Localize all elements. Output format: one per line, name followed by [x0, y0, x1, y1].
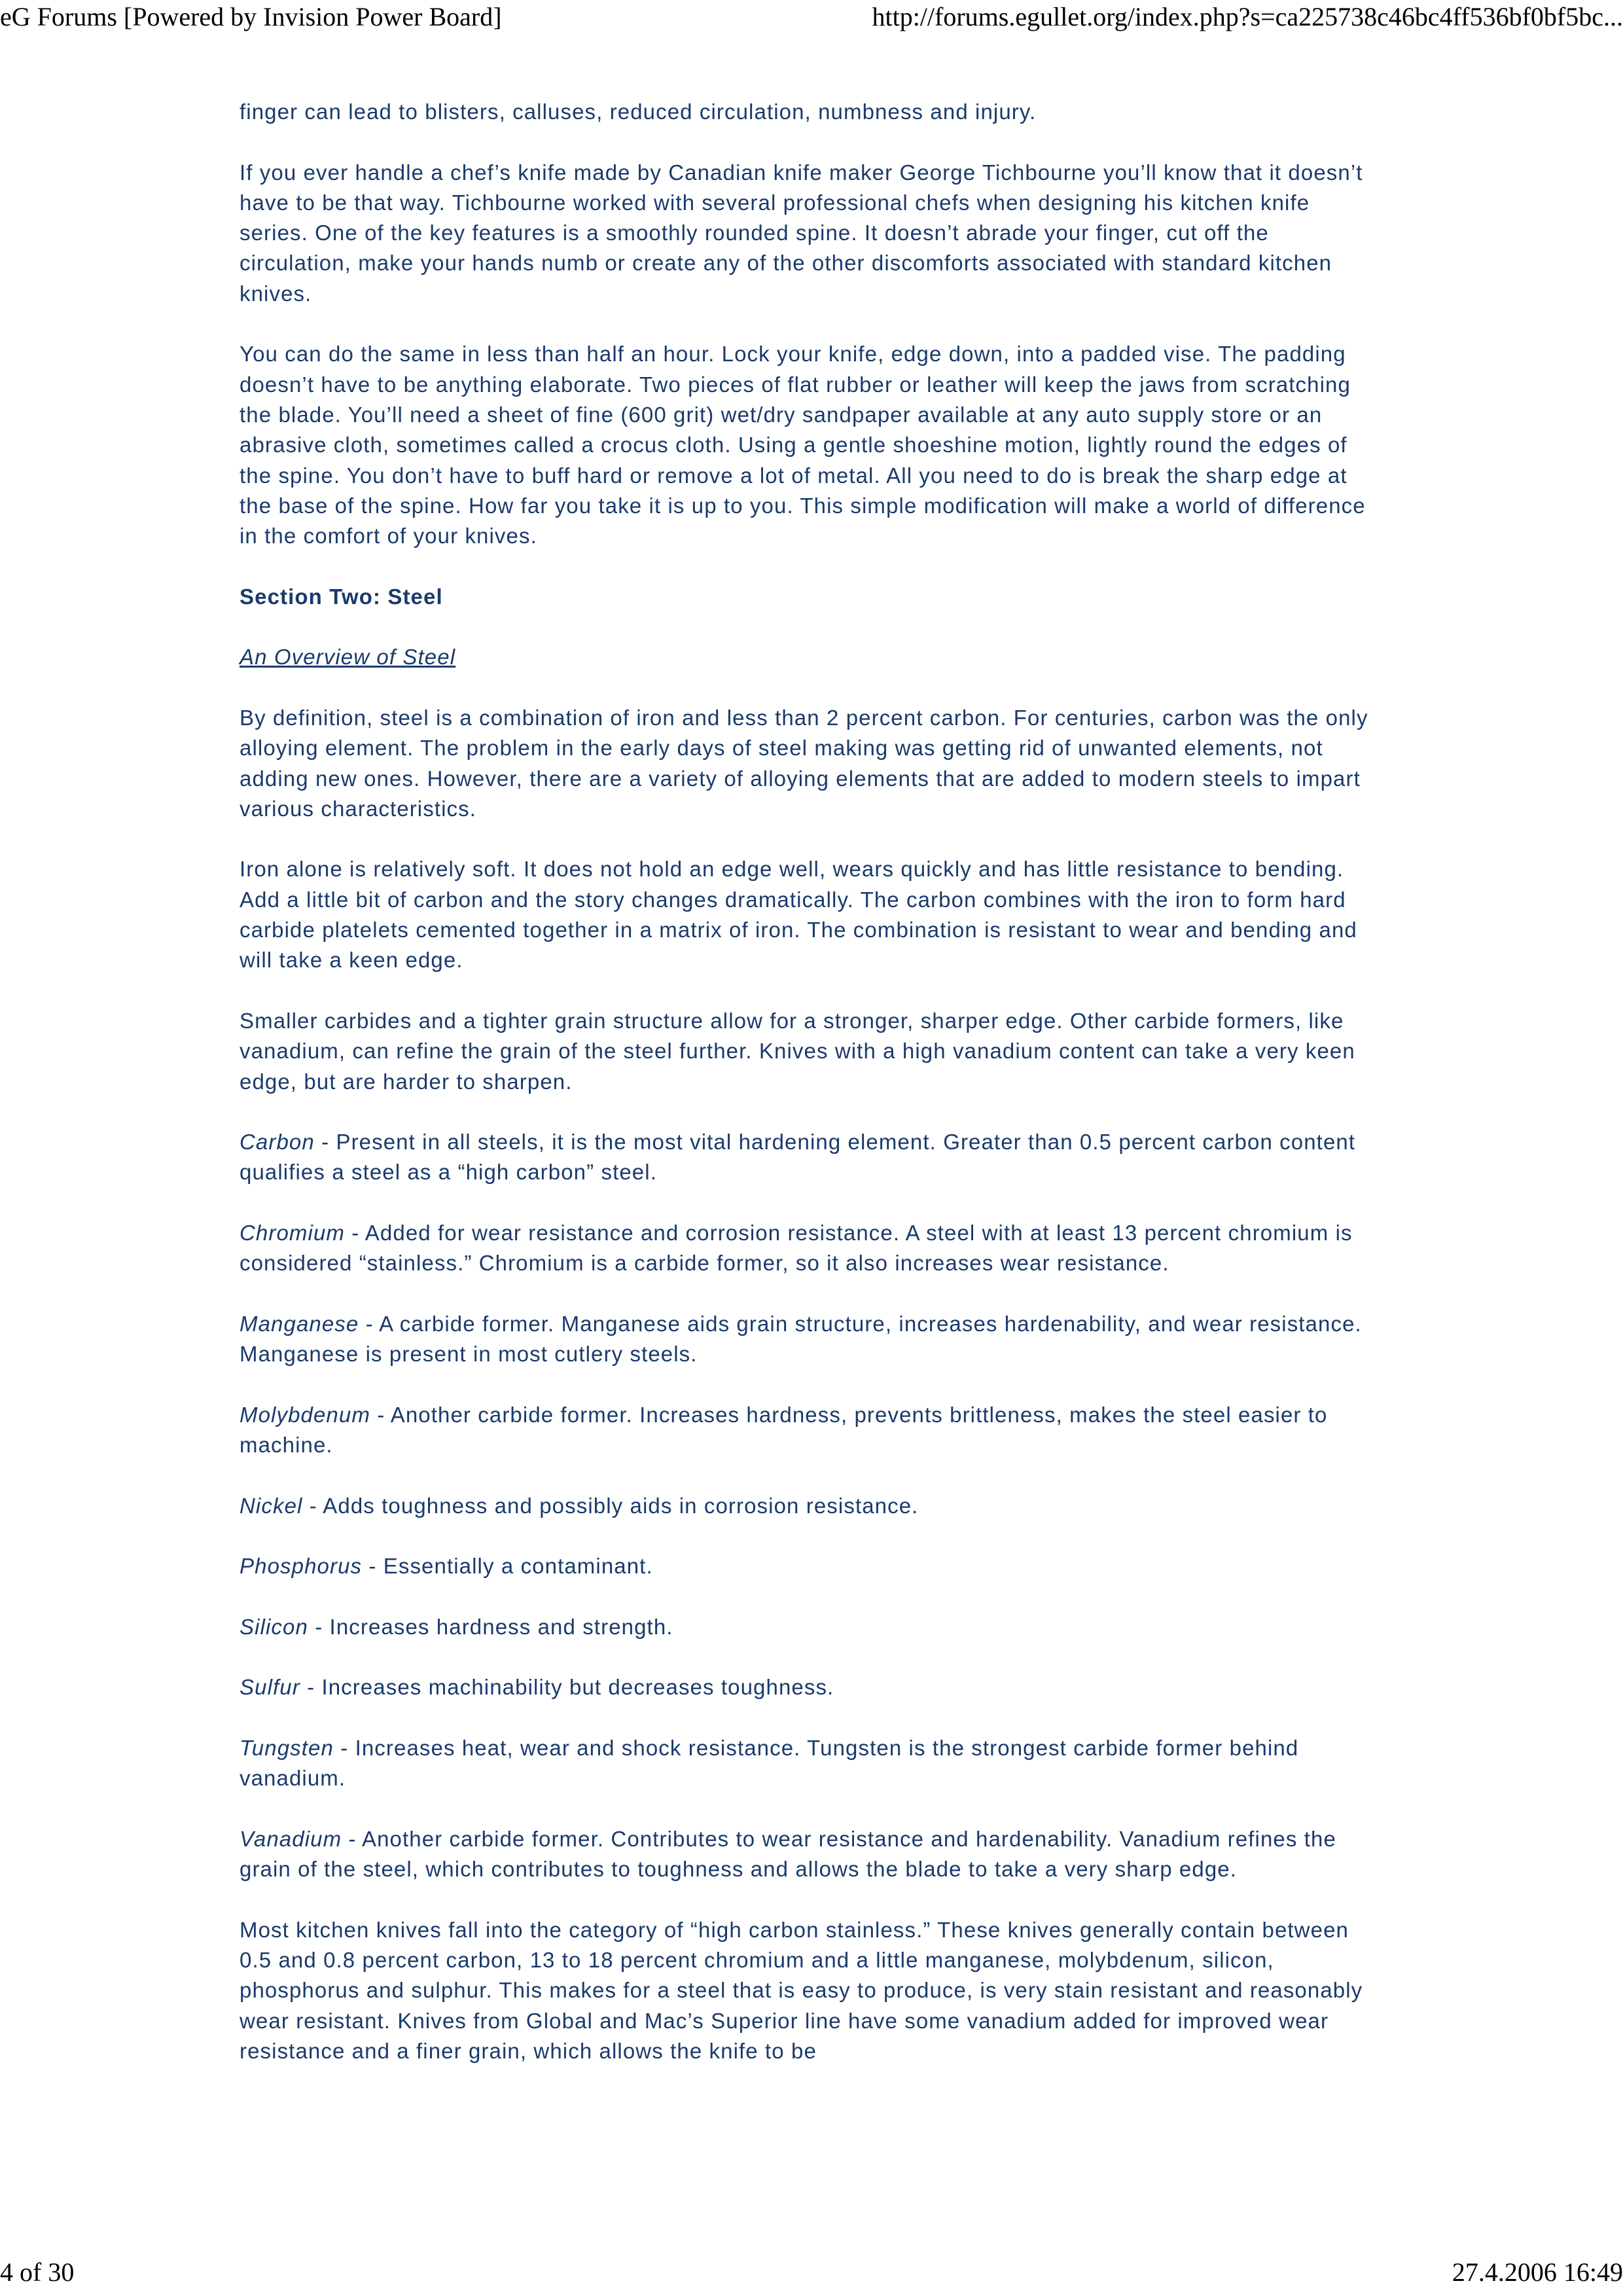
- element-entry-nickel: [240, 1491, 1385, 1521]
- element-name: Tungsten: [240, 1736, 334, 1761]
- page-number: 4 of 30: [0, 2257, 75, 2287]
- element-description: - Adds toughness and possibly aids in corrosion resistance.: [302, 1493, 919, 1518]
- element-entry-chromium: [240, 1218, 1385, 1279]
- element-name: Manganese: [240, 1311, 359, 1336]
- print-header-url: http://forums.egullet.org/index.php?s=ca225738c46bc4ff536bf0bf5bc...: [872, 2, 1623, 31]
- iron-paragraph: Iron alone is relatively soft. It does not hold an edge well, wears quickly and has little resistance to bending. Add a little bit of carbon and the story changes dramatically. The carbon combines with the iron to form hard carbide platelets cemented together in a matrix of iron. The combination is resistant to wear and bending and will take a keen edge.: [240, 857, 1357, 973]
- modification-paragraph: You can do the same in less than half an hour. Lock your knife, edge down, into a padded vise. The padding doesn’t have to be anything elaborate. Two pieces of flat rubber or leather will keep the jaws from scratching the blade. You’ll need a sheet of fine (600 grit) wet/dry sandpaper available at any auto supply store or an abrasive cloth, sometimes called a crocus cloth. Using a gentle shoeshine motion, lightly round the edges of the spine. You don’t have to buff hard or remove a lot of metal. All you need to do is break the sharp edge at the base of the spine. How far you take it is up to you. This simple modification will make a world of difference in the comfort of your knives.: [240, 342, 1366, 548]
- element-description: - Essentially a contaminant.: [362, 1554, 653, 1579]
- element-entry-manganese: [240, 1309, 1385, 1370]
- element-entry-sulfur: [240, 1672, 1385, 1702]
- element-entry-tungsten: [240, 1733, 1385, 1794]
- element-entry-carbon: [240, 1127, 1385, 1188]
- element-description: - A carbide former. Manganese aids grain structure, increases hardenability, and wear resistance. Manganese is present in most cutlery steels.: [240, 1311, 1362, 1367]
- element-entry-silicon: [240, 1612, 1385, 1642]
- definition-paragraph: By definition, steel is a combination of iron and less than 2 percent carbon. For centuries, carbon was the only alloying element. The problem in the early days of steel making was getting rid of unwanted elements, not adding new ones. However, there are a variety of alloying elements that are added to modern steels to impart various characteristics.: [240, 705, 1368, 821]
- element-description: - Increases heat, wear and shock resistance. Tungsten is the strongest carbide former behind vanadium.: [240, 1736, 1299, 1791]
- element-name: Vanadium: [240, 1826, 342, 1851]
- element-description: - Another carbide former. Increases hardness, prevents brittleness, makes the steel easier to machine.: [240, 1402, 1328, 1458]
- print-header-title: eG Forums [Powered by Invision Power Board]: [0, 2, 502, 31]
- article-body: [240, 97, 1385, 2097]
- element-description: - Increases machinability but decreases toughness.: [300, 1675, 834, 1700]
- element-name: Sulfur: [240, 1675, 300, 1700]
- element-description: - Increases hardness and strength.: [308, 1614, 673, 1639]
- subheading-paragraph: [240, 642, 1385, 672]
- subheading: An Overview of Steel: [240, 645, 456, 670]
- section-heading: Section Two: Steel: [240, 584, 443, 609]
- element-name: Chromium: [240, 1220, 345, 1245]
- element-name: Silicon: [240, 1614, 308, 1639]
- intro-fragment: finger can lead to blisters, calluses, reduced circulation, numbness and injury.: [240, 99, 1037, 124]
- tichbourne-paragraph: If you ever handle a chef’s knife made by Canadian knife maker George Tichbourne you’ll know that it doesn’t have to be that way. Tichbourne worked with several professional chefs when designing his kitchen knife series. One of the key features is a smoothly rounded spine. It doesn’t abrade your finger, cut off the circulation, make your hands numb or create any of the other discomforts associated with standard kitchen knives.: [240, 160, 1363, 306]
- element-entry-vanadium: [240, 1824, 1385, 1885]
- element-description: - Another carbide former. Contributes to wear resistance and hardenability. Vanadium refines the grain of the steel, which contributes to toughness and allows the blade to take a very sharp edge.: [240, 1826, 1336, 1882]
- element-entry-molybdenum: [240, 1400, 1385, 1461]
- element-entry-phosphorus: [240, 1551, 1385, 1581]
- element-name: Molybdenum: [240, 1402, 370, 1427]
- element-name: Carbon: [240, 1130, 315, 1155]
- element-description: - Added for wear resistance and corrosion resistance. A steel with at least 13 percent chromium is considered “stainless.” Chromium is a carbide former, so it also increases wear resistance.: [240, 1220, 1353, 1276]
- carbides-paragraph: Smaller carbides and a tighter grain structure allow for a stronger, sharper edge. Other carbide formers, like vanadium, can refine the grain of the steel further. Knives with a high vanadium content can take a very keen edge, but are harder to sharpen.: [240, 1008, 1355, 1094]
- element-name: Phosphorus: [240, 1554, 363, 1579]
- print-datetime: 27.4.2006 16:49: [1452, 2257, 1623, 2287]
- closing-paragraph: Most kitchen knives fall into the category of “high carbon stainless.” These knives generally contain between 0.5 and 0.8 percent carbon, 13 to 18 percent chromium and a little manganese, molybdenum, silicon, phosphorus and sulphur. This makes for a steel that is easy to produce, is very stain resistant and reasonably wear resistant. Knives from Global and Mac’s Superior line have some vanadium added for improved wear resistance and a finer grain, which allows the knife to be: [240, 1917, 1363, 2063]
- element-description: - Present in all steels, it is the most vital hardening element. Greater than 0.5 percent carbon content qualifies a steel as a “high carbon” steel.: [240, 1130, 1356, 1185]
- element-name: Nickel: [240, 1493, 303, 1518]
